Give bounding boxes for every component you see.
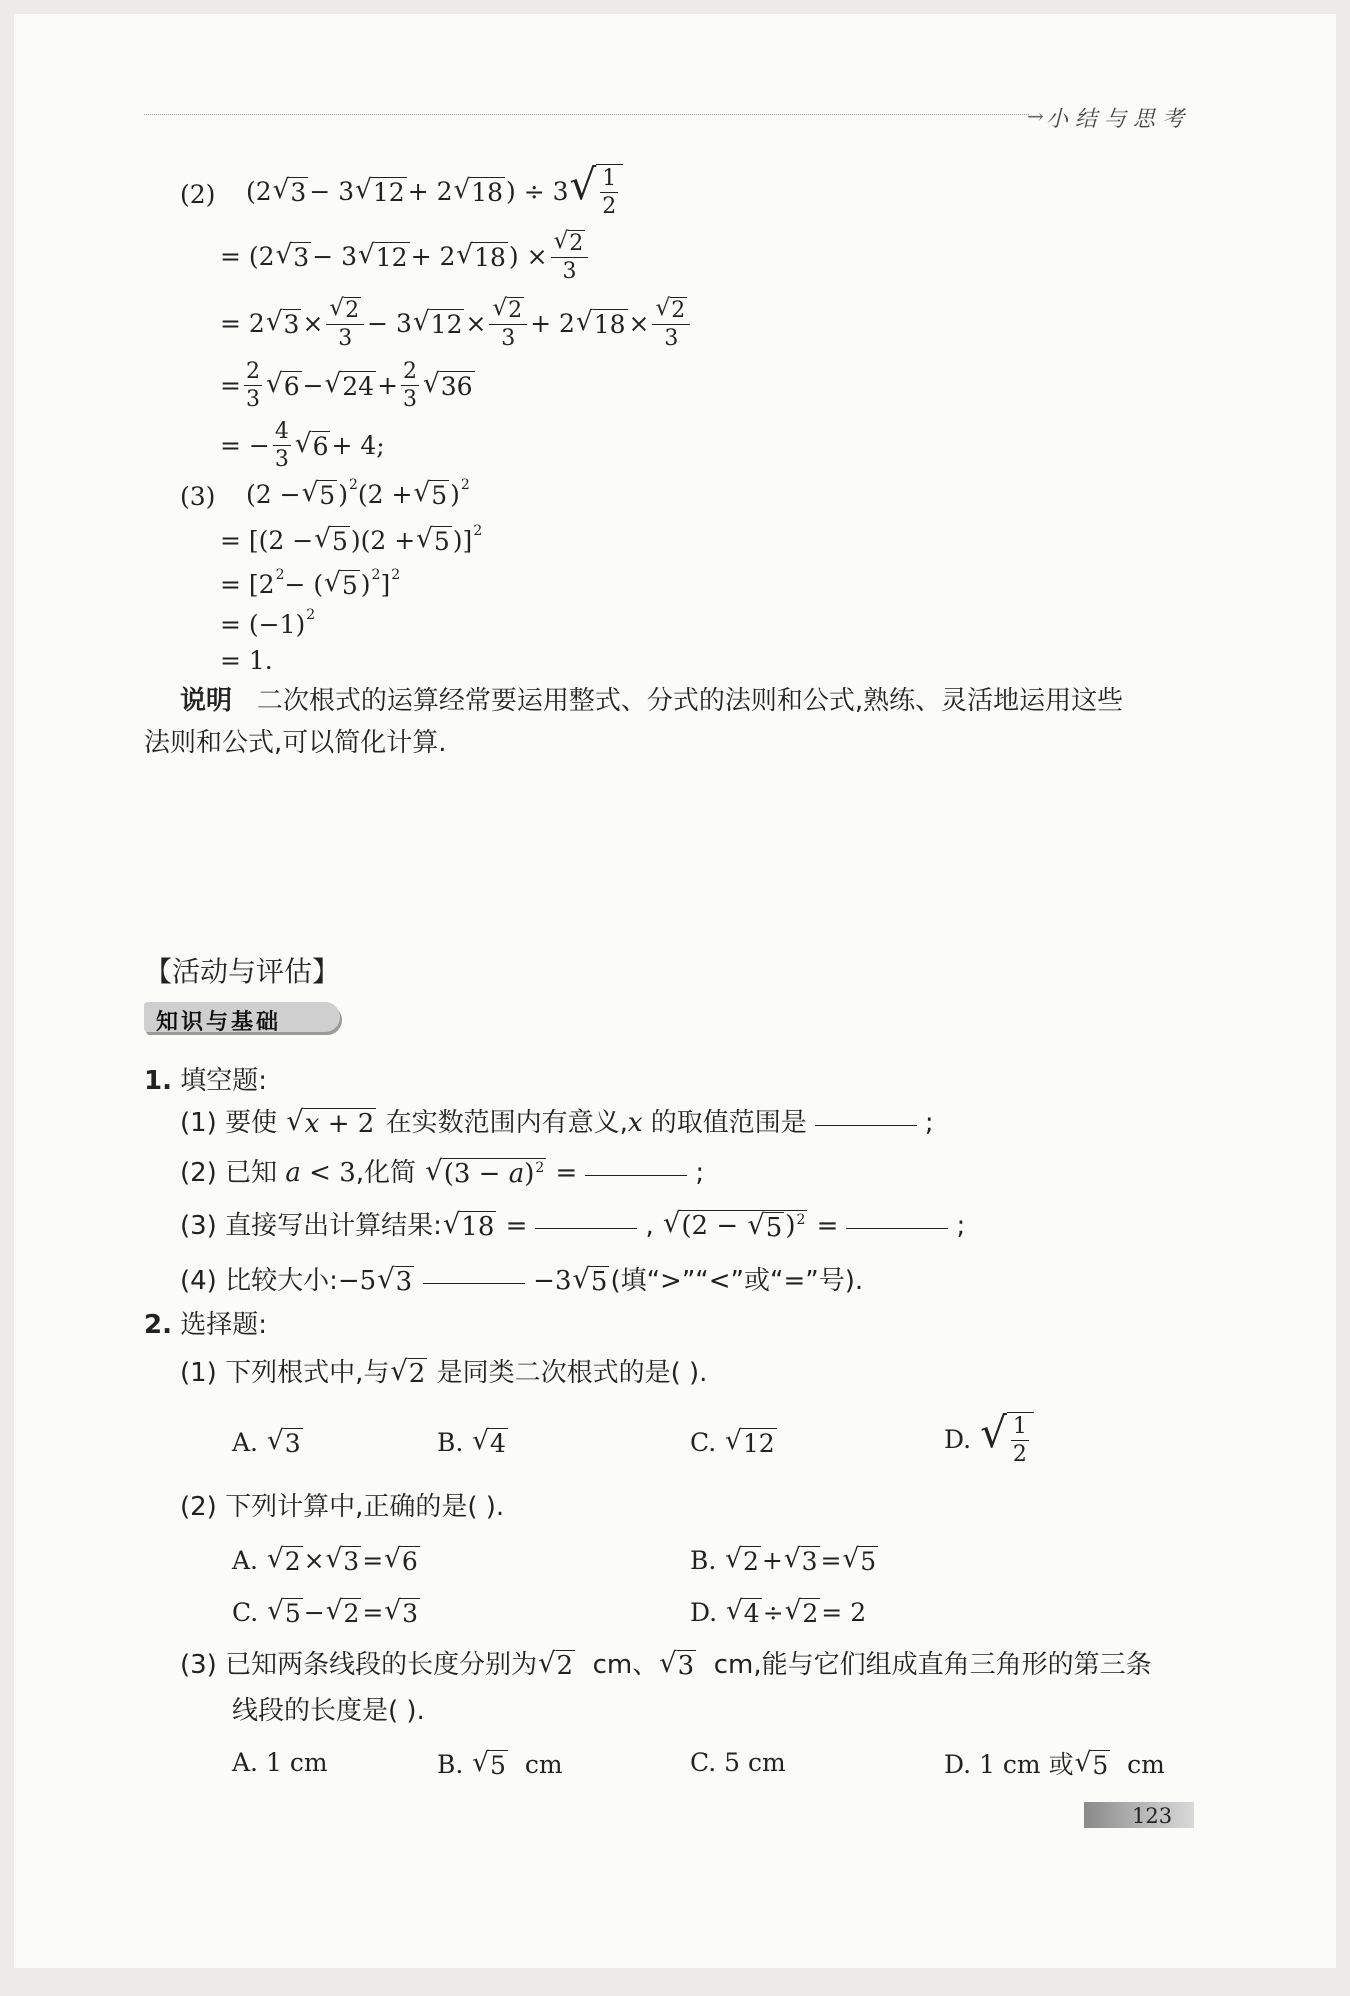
q2-title: 2. 选择题: bbox=[144, 1310, 267, 1340]
q2-3-option-a[interactable]: A. 1 cm bbox=[232, 1748, 328, 1777]
q2-2-option-d[interactable]: D. √ 4 ÷ √ 2 = 2 bbox=[690, 1596, 867, 1628]
knowledge-badge bbox=[144, 1002, 340, 1035]
answer-blank[interactable] bbox=[585, 1171, 687, 1176]
q2-item3-line2: 线段的长度是( ). bbox=[232, 1696, 425, 1726]
solution-3-line5: = 1. bbox=[220, 646, 273, 675]
note-line2: 法则和公式,可以简化计算. bbox=[144, 728, 447, 758]
q2-3-option-d[interactable]: D. 1 cm 或 √ 5 cm bbox=[944, 1748, 1165, 1780]
solution-3-line1: (2 − √ 5 ) 2 (2 + √ 5 ) 2 bbox=[246, 476, 470, 510]
solution-2-label: (2) bbox=[180, 180, 216, 209]
note-label: 说明 bbox=[180, 686, 233, 716]
q2-2-option-c[interactable]: C. √ 5 − √ 2 = √ 3 bbox=[232, 1596, 418, 1628]
header-arrow-icon: → bbox=[1027, 104, 1044, 128]
solution-3-line2: = [(2 − √ 5 )(2 + √ 5 )] 2 bbox=[220, 522, 483, 556]
solution-2-line4: = $\frac{2}{3}$ √ 6 − √ 24 + $\frac{2}{3}$ √ 36 bbox=[220, 359, 473, 413]
q1-item4: (4) 比较大小: −5 √ 3 −3 √ 5 (填“>”“<”或“=”号). bbox=[180, 1264, 864, 1297]
q1-item1: (1) 要使 √ x + 2 在实数范围内有意义, x 的取值范围是 ; bbox=[180, 1106, 934, 1139]
solution-2-line3: = 2 √ 3 × √ 2 3 − 3 √ 12 × √ 2 3 + 2 √ 18 × √ 2 3 bbox=[220, 296, 693, 351]
q1-title: 1. 填空题: bbox=[144, 1066, 267, 1096]
knowledge-badge-label: 知识与基础 bbox=[156, 1010, 282, 1035]
q1-item3: (3) 直接写出计算结果: √ 18 = , √ (2 − √ 5 )$^2$ = ; bbox=[180, 1208, 966, 1243]
section-title: 小结与思考 bbox=[1046, 107, 1192, 132]
q2-item1: (1) 下列根式中,与 √ 2 是同类二次根式的是( ). bbox=[180, 1356, 708, 1389]
note-line1: 二次根式的运算经常要运用整式、分式的法则和公式,熟练、灵活地运用这些 bbox=[256, 686, 1124, 716]
q1-item2: (2) 已知 a < 3 ,化简 √ $(3 - a)^2$ = ; bbox=[180, 1156, 705, 1189]
solution-2-line1: (2 √ 3 − 3 √ 12 + 2 √ 18 ) ÷ 3 √ $\frac{1}{2}$ bbox=[246, 164, 624, 220]
q2-2-option-a[interactable]: A. √ 2 × √ 3 = √ 6 bbox=[232, 1544, 418, 1576]
solution-2-line2: = (2 √ 3 − 3 √ 12 + 2 √ 18 ) × √ 2 3 bbox=[220, 229, 591, 284]
answer-blank[interactable] bbox=[815, 1121, 917, 1126]
header-rule bbox=[144, 114, 1029, 115]
page-number: 123 bbox=[1132, 1804, 1173, 1828]
answer-blank[interactable] bbox=[846, 1224, 948, 1229]
q2-2-option-b[interactable]: B. √ 2 + √ 3 = √ 5 bbox=[690, 1544, 877, 1576]
solution-3-line4: = (−1) 2 bbox=[220, 606, 316, 639]
answer-blank[interactable] bbox=[423, 1279, 525, 1284]
q2-3-option-c[interactable]: C. 5 cm bbox=[690, 1748, 786, 1777]
q2-1-option-d[interactable]: D. √ $\frac{1}{2}$ bbox=[944, 1412, 1035, 1468]
q2-3-option-b[interactable]: B. √ 5 cm bbox=[437, 1748, 563, 1780]
answer-blank[interactable] bbox=[535, 1224, 637, 1229]
solution-3-line3: = [2 2 − ( √ 5 ) 2 ] 2 bbox=[220, 566, 401, 600]
activity-heading: 【活动与评估】 bbox=[144, 955, 341, 988]
solution-2-line5: = − $\frac{4}{3}$ √ 6 + 4; bbox=[220, 419, 385, 473]
textbook-page bbox=[14, 14, 1336, 1968]
note-paragraph bbox=[180, 688, 1123, 714]
solution-3-label: (3) bbox=[180, 482, 216, 511]
q2-1-option-b[interactable]: B. √ 4 bbox=[437, 1426, 506, 1458]
q2-1-option-a[interactable]: A. √ 3 bbox=[232, 1426, 301, 1458]
q2-1-option-c[interactable]: C. √ 12 bbox=[690, 1426, 775, 1458]
q2-item3-line1: (3) 已知两条线段的长度分别为 √ 2 cm、 √ 3 cm,能与它们组成直角三角形的第三条 bbox=[180, 1648, 1152, 1681]
q2-item2: (2) 下列计算中,正确的是( ). bbox=[180, 1492, 505, 1522]
